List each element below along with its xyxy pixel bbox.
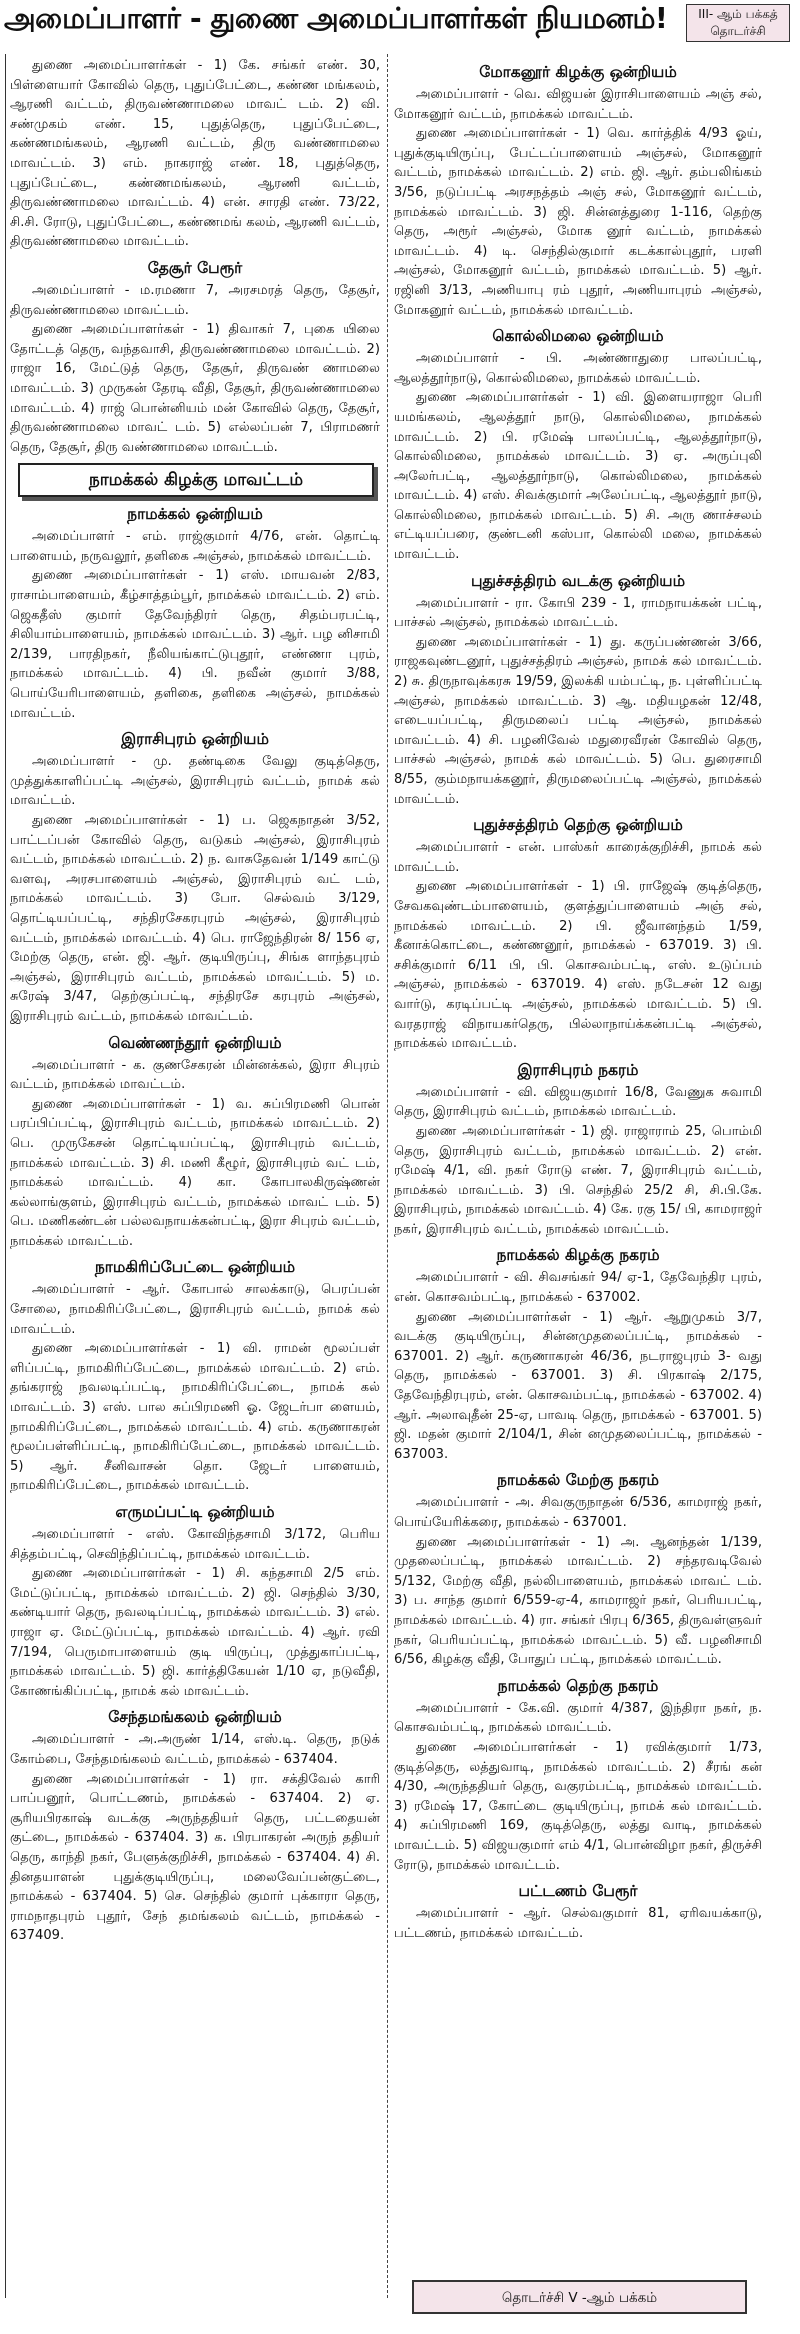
paragraph: அமைப்பாளர் - எஸ். கோவிந்தசாமி 3/172, பெரிய சித்தம்பட்டி, செவிந்திப்பட்டி, நாமக்கல் மாவட்டம். [10,1527,380,1562]
column-divider [387,54,388,2298]
paragraph: துணை அமைப்பாளர்கள் - 1) வ. சுப்பிரமணி பொன் பரப்பிப்பட்டி, இராசிபுரம் வட்டம், நாமக்கல் மாவட்டம். 2) பெ. முருகேசன் தொட்டியப்பட்டி, இராசிபுரம் வட்டம், நாமக்கல் மாவட்டம். 3) சி. மணி கீழூர், இராசிபுரம் வட் டம், நாமக்கல் மாவட்டம். 4) கா. கோபாலகிருஷ்ணன் கல்லாங்குளம், இராசிபுரம் வட்டம், நாமக்கல் மாவட் டம். 5) பெ. மணிகண்டன் பல்லவநாயக்கன்பட்டி, இரா சிபுரம் வட்டம், நாமக்கல் மாவட்டம். [10,1096,380,1249]
paragraph: துணை அமைப்பாளர்கள் - 1) எஸ். மாயவன் 2/83, ராசாம்பாளையம், கீழ்சாத்தம்பூர், நாமக்கல் மாவட்டம். 2) எம். ஜெகதீஸ் குமார் தேவேந்திரர் தெரு, சிதம்பரபட்டி, சிலியாம்பாளையம், நாமக்கல் மாவட்டம். 3) ஆர். பழ னிசாமி 2/139, பாரதிநகர், நீலியங்காட்டுபுதூர், எண்ணா புரம், நாமக்கல் மாவட்டம். 4) பி. நவீன் குமார் 3/88, பொய்யேரிபாளையம், தளிகை, தளிகை அஞ்சல், நாமக்கல் மாவட்டம். [10,568,380,721]
section-heading: புதுச்சத்திரம் வடக்கு ஒன்றியம் [470,571,686,590]
paragraph: அமைப்பாளர் - ரா. கோபி 239 - 1, ராமநாயக்கன் பட்டி, பாச்சல் அஞ்சல், நாமக்கல் மாவட்டம். [394,595,762,631]
paragraph: துணை அமைப்பாளர்கள் - 1) ஜி. ராஜாராம் 25, பொம்மி தெரு, இராசிபுரம் வட்டம், நாமக்கல் மாவட்டம். 2) என். ரமேஷ் 4/1, வி. நகர் ரோடு எண். 7, இராசிபுரம் வட்டம், நாமக்கல் மாவட்டம். 3) பி. செந்தில் 25/2 சி, சி.பி.கே. இராசிபுரம், நாமக்கல் மாவட்டம். 4) கே. ரகு 15/ பி, காமராஜர் நகர், இராசிபுரம் வட்டம், நாமக்கல் மாவட்டம். [394,1123,762,1237]
paragraph: அமைப்பாளர் - க. குணசேகரன் மின்னக்கல், இரா சிபுரம் வட்டம், நாமக்கல் மாவட்டம். [10,1057,380,1093]
section-heading: மோகனூர் கிழக்கு ஒன்றியம் [479,63,677,81]
page-title: அமைப்பாளர் - துணை அமைப்பாளர்கள் நியமனம்! [4,2,668,35]
page-header [0,0,800,58]
section-heading: நாமக்கல் ஒன்றியம் [127,505,263,524]
left-border-rule [5,54,6,2298]
paragraph: அமைப்பாளர் - என். பாஸ்கர் காரைக்குறிச்சி, நாமக் கல் மாவட்டம். [394,840,762,875]
paragraph: துணை அமைப்பாளர்கள் - 1) பி. ராஜேஷ் குடித்தெரு, சேவகவுண்டம்பாளையம், குளத்துப்பாளையம் அஞ் சல், நாமக்கல் மாவட்டம். 2) பி. ஜீவானந்தம் 1/59, கீனாக்கொட்டை, கண்ணனூர், நாமக்கல் - 637019. 3) பி. சசிக்குமார் 6/11 பி, பி. கொசவம்பட்டி, எஸ். உடுப்பம் அஞ்சல், நாமக்கல் - 637019. 4) எஸ். நடேசன் 12 வது வார்டு, கரடிப்பட்டி அஞ்சல், நாமக்கல் மாவட்டம். 5) பி. வரதராஜ் விநாயகர்தெரு, பில்லாநாய்க்கன்பட்டி அஞ்சல், நாமக்கல் மாவட்டம். [394,879,762,1052]
continued-from-box: III- ஆம் பக்கத் தொடர்ச்சி [686,4,790,42]
paragraph: அமைப்பாளர் - மு. தண்டிகை வேலு குடித்தெரு, முத்துக்காளிப்பட்டி அஞ்சல், இராசிபுரம் வட்டம், நாமக் கல் மாவட்டம். [10,754,380,809]
paragraph: துணை அமைப்பாளர்கள் - 1) கே. சங்கர் எண். 30, பிள்ளையார் கோவில் தெரு, புதுப்பேட்டை, கண்ண மங்கலம், ஆரணி வட்டம், திருவண்ணாமலை மாவட் டம். 2) வி. சண்முகம் எண். 15, புதுத்தெரு, புதுப்பேட்டை, கண்ணமங்கலம், ஆரணி வட்டம், திரு வண்ணாமலை மாவட்டம். 3) எம். நாகராஜ் எண். 18, புதுத்தெரு, புதுப்பேட்டை, கண்ணமங்கலம், ஆரணி வட்டம், திருவண்ணாமலை மாவட்டம். 4) என். சாரதி எண். 73/22, சி.சி. ரோடு, புதுப்பேட்டை, கண்ணமங் கலம், ஆரணி வட்டம், திருவண்ணாமலை மாவட்டம். [10,58,380,250]
section-heading: பட்டணம் பேரூர் [518,1882,638,1901]
paragraph: அமைப்பாளர் - அ.அருண் 1/14, எஸ்.டி. தெரு, நடுக் கோம்பை, சேந்தமங்கலம் வட்டம், நாமக்கல் - 637404. [10,1732,380,1767]
section-heading: புதுச்சத்திரம் தெற்கு ஒன்றியம் [473,816,683,835]
section-heading: எருமப்பட்டி ஒன்றியம் [115,1503,275,1521]
paragraph: துணை அமைப்பாளர்கள் - 1) ப. ஜெகநாதன் 3/52, பாட்டப்பன் கோவில் தெரு, வடுகம் அஞ்சல், இராசிபுரம் வட்டம், நாமக்கல் மாவட்டம். 2) ந. வாசுதேவன் 1/149 காட்டு வளவு, அரசபாளையம் அஞ்சல், இராசிபுரம் வட் டம், நாமக்கல் மாவட்டம். 3) போ. செல்வம் 3/129, தொட்டியப்பட்டி, சந்திரசேகரபுரம் அஞ்சல், இராசிபுரம் வட்டம், நாமக்கல் மாவட்டம். 4) பெ. ராஜேந்திரன் 8/ 156 ஏ, மேற்கு தெரு, என். ஜி. ஆர். குடியிருப்பு, சிங்க ளாந்தபுரம் அஞ்சல், இராசிபுரம் வட்டம், நாமக்கல் மாவட்டம். 5) ம. சுரேஷ் 3/47, தெற்குப்பட்டி, சந்திரசே கரபுரம் அஞ்சல், இராசிபுரம் வட்டம், நாமக்கல் மாவட்டம். [10,813,380,1024]
section-heading: நாமக்கல் மேற்கு நகரம் [496,1471,660,1490]
section-heading: வெண்ணந்தூர் ஒன்றியம் [108,1033,282,1052]
right-column [394,56,762,1943]
paragraph: அமைப்பாளர் - ஆர். கோபால் சாலக்காடு, பெரப்பன் சோலை, நாமகிரிப்பேட்டை, இராசிபுரம் வட்டம், நாமக் கல் மாவட்டம். [10,1282,380,1337]
section-heading: தேசூர் பேரூர் [147,258,243,277]
paragraph: துணை அமைப்பாளர்கள் - 1) து. கருப்பண்ணன் 3/66, ராஜகவுண்டனூர், புதுச்சத்திரம் அஞ்சல், நாமக் கல் மாவட்டம். 2) சு. திருநாவுக்கரசு 19/59, இலக்கி யம்பட்டி, ந. புள்ளிப்பட்டி அஞ்சல், நாமக்கல் மாவட்டம். 3) ஆ. மதியழகன் 12/48, எடையப்பட்டி, திருமலைப் பட்டி அஞ்சல், நாமக்கல் மாவட்டம். 4) சி. பழனிவேல் மதுரைவீரன் கோவில் தெரு, பாச்சல் அஞ்சல், நாமக் கல் மாவட்டம். 5) பெ. துரைசாமி 8/55, கும்மநாயக்கனூர், திருமலைப்பட்டி அஞ்சல், நாமக்கல் மாவட்டம். [394,634,763,807]
district-banner: நாமக்கல் கிழக்கு மாவட்டம் [18,463,374,497]
paragraph: அமைப்பாளர் - ஆர். செல்வகுமார் 81, ஏரிவயக்காடு, பட்டணம், நாமக்கல் மாவட்டம். [394,1906,762,1941]
paragraph: துணை அமைப்பாளர்கள் - 1) ரவிக்குமார் 1/73, குடித்தெரு, லத்துவாடி, நாமக்கல் மாவட்டம். 2) சீரங் கன் 4/30, அருந்ததியர் தெரு, வகுரம்பட்டி, நாமக்கல் மாவட்டம். 3) ரமேஷ் 17, கோட்டை குடியிருப்பு, நாமக் கல் மாவட்டம். 4) சுப்பிரமணி 169, குடித்தெரு, லத்து வாடி, நாமக்கல் மாவட்டம். 5) விஜயகுமார் எம் 4/1, பொன்விழா நகர், திருச்சி ரோடு, நாமக்கல் மாவட்டம். [394,1739,762,1873]
paragraph: அமைப்பாளர் - அ. சிவகுருநாதன் 6/536, காமராஜ் நகர், பொய்யேரிக்கரை, நாமக்கல் - 637001. [394,1495,762,1530]
paragraph: அமைப்பாளர் - வி. சிவசங்கர் 94/ ஏ-1, தேவேந்திர புரம், என். கொசவம்பட்டி, நாமக்கல் - 637002. [394,1270,762,1306]
section-heading: இராசிபுரம் நகரம் [517,1060,639,1079]
paragraph: துணை அமைப்பாளர்கள் - 1) வி. ராமன் மூலப்பள் ளிப்பட்டி, நாமகிரிப்பேட்டை, நாமக்கல் மாவட்டம். 2) எம். தங்கராஜ் நவலடிப்பட்டி, நாமகிரிப்பேட்டை, நாமக் கல் மாவட்டம். 3) எஸ். பால சுப்பிரமணி ஓ. ஜேடர்பா ளையம், நாமகிரிப்பேட்டை, நாமக்கல் மாவட்டம். 4) எம். கருணாகரன் மூலப்பள்ளிப்பட்டி, நாமகிரிப்பேட்டை, நாமக்கல் மாவட்டம். 5) ஆர். சீனிவாசன் தொ. ஜேடர் பாளையம், நாமகிரிப்பேட்டை, நாமக்கல் மாவட்டம். [10,1341,380,1494]
paragraph: அமைப்பாளர் - வி. விஜயகுமார் 16/8, வேணுக சுவாமி தெரு, இராசிபுரம் வட்டம், நாமக்கல் மாவட்டம். [394,1084,762,1120]
paragraph: துணை அமைப்பாளர்கள் - 1) சி. கந்தசாமி 2/5 எம். மேட்டுப்பட்டி, நாமக்கல் மாவட்டம். 2) ஜி. செந்தில் 3/30, கண்டியார் தெரு, நவலடிப்பட்டி, நாமக்கல் மாவட்டம். 3) எல். ராஜா ஏ. மேட்டுப்பட்டி, நாமக்கல் மாவட்டம். 4) ஆர். ரவி 7/194, பெருமாபாளையம் குடி யிருப்பு, முத்துகாப்பட்டி, நாமக்கல் மாவட்டம். 5) ஜி. கார்த்திகேயன் 1/10 ஏ, நடுவீதி, கோணங்கிப்பட்டி, நாமக் கல் மாவட்டம். [10,1566,380,1699]
paragraph: துணை அமைப்பாளர்கள் - 1) அ. ஆனந்தன் 1/139, முதலைப்பட்டி, நாமக்கல் மாவட்டம். 2) சந்தரவடிவேல் 5/132, மேற்கு வீதி, நல்லிபாளையம், நாமக்கல் மாவட் டம். 3) ப. சாந்த குமார் 6/559-ஏ-4, காமராஜர் நகர், பெரியபட்டி, நாமக்கல் மாவட்டம். 4) ரா. சங்கர் பிரபு 6/365, திருவள்ளுவர் நகர், பெரியப்பட்டி, நாமக்கல் மாவட்டம். 5) வீ. பழனிசாமி 6/56, கிழக்கு வீதி, போதுப் பட்டி, நாமக்கல் மாவட்டம். [394,1534,762,1668]
paragraph: துணை அமைப்பாளர்கள் - 1) வெ. கார்த்திக் 4/93 ஓய், புதுக்குடியிருப்பு, பேட்டப்பாளையம் அஞ்சல், மோகனூர் வட்டம், நாமக்கல் மாவட்டம். 2) எம். ஜி. ஆர். தம்பலிங்கம் 3/56, நடுப்பட்டி அரசநத்தம் அஞ் சல், மோகனூர் வட்டம், நாமக்கல் மாவட்டம். 3) ஜி. சின்னத்துரை 1-116, தெற்கு தெரு, அரூர் அஞ்சல், மோக னூர் வட்டம், நாமக்கல் மாவட்டம். 4) டி. செந்தில்குமார் கடக்கால்புதூர், பரளி அஞ்சல், மோகனூர் வட்டம், நாமக்கல் மாவட்டம். 5) ஆர். ரஜினி 3/13, அணியாபு ரம் புதூர், அணியாபுரம் அஞ்சல், மோகனூர் வட்டம், நாமக்கல் மாவட்டம். [394,126,762,318]
paragraph: அமைப்பாளர் - ம.ரமணா 7, அரசமரத் தெரு, தேசூர், திருவண்ணாமலை மாவட்டம். [10,282,380,318]
section-heading: நாமக்கல் தெற்கு நகரம் [497,1676,659,1695]
section-heading: கொல்லிமலை ஒன்றியம் [492,327,664,346]
left-column [10,56,380,1946]
paragraph: அமைப்பாளர் - பி. அண்ணாதுரை பாலப்பட்டி, ஆலத்தூர்நாடு, கொல்லிமலை, நாமக்கல் மாவட்டம். [394,351,762,386]
paragraph: துணை அமைப்பாளர்கள் - 1) வி. இளையராஜா பெரி யமங்கலம், ஆலத்தூர் நாடு, கொல்லிமலை, நாமக்கல் மாவட்டம். 2) பி. ரமேஷ் பாலப்பட்டி, ஆலத்தூர்நாடு, கொல்லிமலை, நாமக்கல் மாவட்டம். 3) ஏ. அருப்புலி அலேர்பட்டி, ஆலத்தூர்நாடு, கொல்லிமலை, நாமக்கல் மாவட்டம். 4) எஸ். சிவக்குமார் அலேப்பட்டி, ஆலத்தூர் நாடு, கொல்லிமலை, நாமக்கல் மாவட்டம். 5) சி. அரு ணாச்சலம் எட்டியப்பரை, குண்டனி கஸ்பா, கொல்லி மலை, நாமக்கல் மாவட்டம். [394,390,762,563]
paragraph: அமைப்பாளர் - எம். ராஜ்குமார் 4/76, என். தொட்டி பாளையம், நருவலூர், தளிகை அஞ்சல், நாமக்கல் மாவட்டம். [10,529,380,564]
continued-to-box: தொடர்ச்சி V -ஆம் பக்கம் [412,2280,747,2314]
paragraph: அமைப்பாளர் - கே.வி. குமார் 4/387, இந்திரா நகர், ந. கொசவம்பட்டி, நாமக்கல் மாவட்டம். [394,1700,762,1736]
paragraph: துணை அமைப்பாளர்கள் - 1) ஆர். ஆறுமுகம் 3/7, வடக்கு குடியிருப்பு, சின்னமுதலைப்பட்டி, நாமக்கல் - 637001. 2) ஆர். கருணாகரன் 46/36, நடராஜபுரம் 3- வது தெரு, நாமக்கல் - 637001. 3) சி. பிரகாஷ் 2/175, தேவேந்திரபுரம், என். கொசவம்பட்டி, நாமக்கல் - 637002. 4) ஆர். அலாவுதீன் 25-ஏ, பாவடி தெரு, நாமக்கல் - 637001. 5) ஜி. மதன் குமார் 2/104/1, சின் னமுதலைப்பட்டி, நாமக்கல் - 637003. [394,1309,762,1462]
section-heading: நாமகிரிப்பேட்டை ஒன்றியம் [94,1258,296,1277]
paragraph: துணை அமைப்பாளர்கள் - 1) திவாகர் 7, புகை யிலை தோட்டத் தெரு, வந்தவாசி, திருவண்ணாமலை மாவட்டம். 2) ராஜா 16, மேட்டுத் தெரு, தேசூர், திருவண் ணாமலை மாவட்டம். 3) முருகன் தேரடி வீதி, தேசூர், திருவண்ணாமலை மாவட்டம். 4) ராஜ் பொன்னியம் மன் கோவில் தெரு, தேசூர், திருவண்ணாமலை மாவட் டம். 5) எல்லப்பன் 7, பிராமணர் தெரு, தேசூர், திரு வண்ணாமலை மாவட்டம். [10,322,380,455]
section-heading: சேந்தமங்கலம் ஒன்றியம் [108,1708,282,1727]
paragraph: அமைப்பாளர் - வெ. விஜயன் இராசிபாளையம் அஞ் சல், மோகனூர் வட்டம், நாமக்கல் மாவட்டம். [394,87,762,122]
section-heading: இராசிபுரம் ஒன்றியம் [121,730,269,749]
paragraph: துணை அமைப்பாளர்கள் - 1) ரா. சக்திவேல் காரி பாப்பனூர், பொட்டணம், நாமக்கல் - 637404. 2) ஏ. சூரியபிரகாஷ் வடக்கு அருந்ததியர் தெரு, பட்டதையன் குட்டை, நாமக்கல் - 637404. 3) க. பிரபாகரன் அருந் ததியர் தெரு, காந்தி நகர், பேளுக்குறிச்சி, நாமக்கல் - 637404. 4) சி. தினதயாளன் புதுக்குடியிருப்பு, மலைவேப்பன்குட்டை, நாமக்கல் - 637404. 5) செ. செந்தில் குமார் புக்காரா தெரு, ராமநாதபுரம் புதூர், சேந் தமங்கலம் வட்டம், நாமக்கல் - 637409. [10,1771,380,1944]
section-heading: நாமக்கல் கிழக்கு நகரம் [496,1246,660,1265]
